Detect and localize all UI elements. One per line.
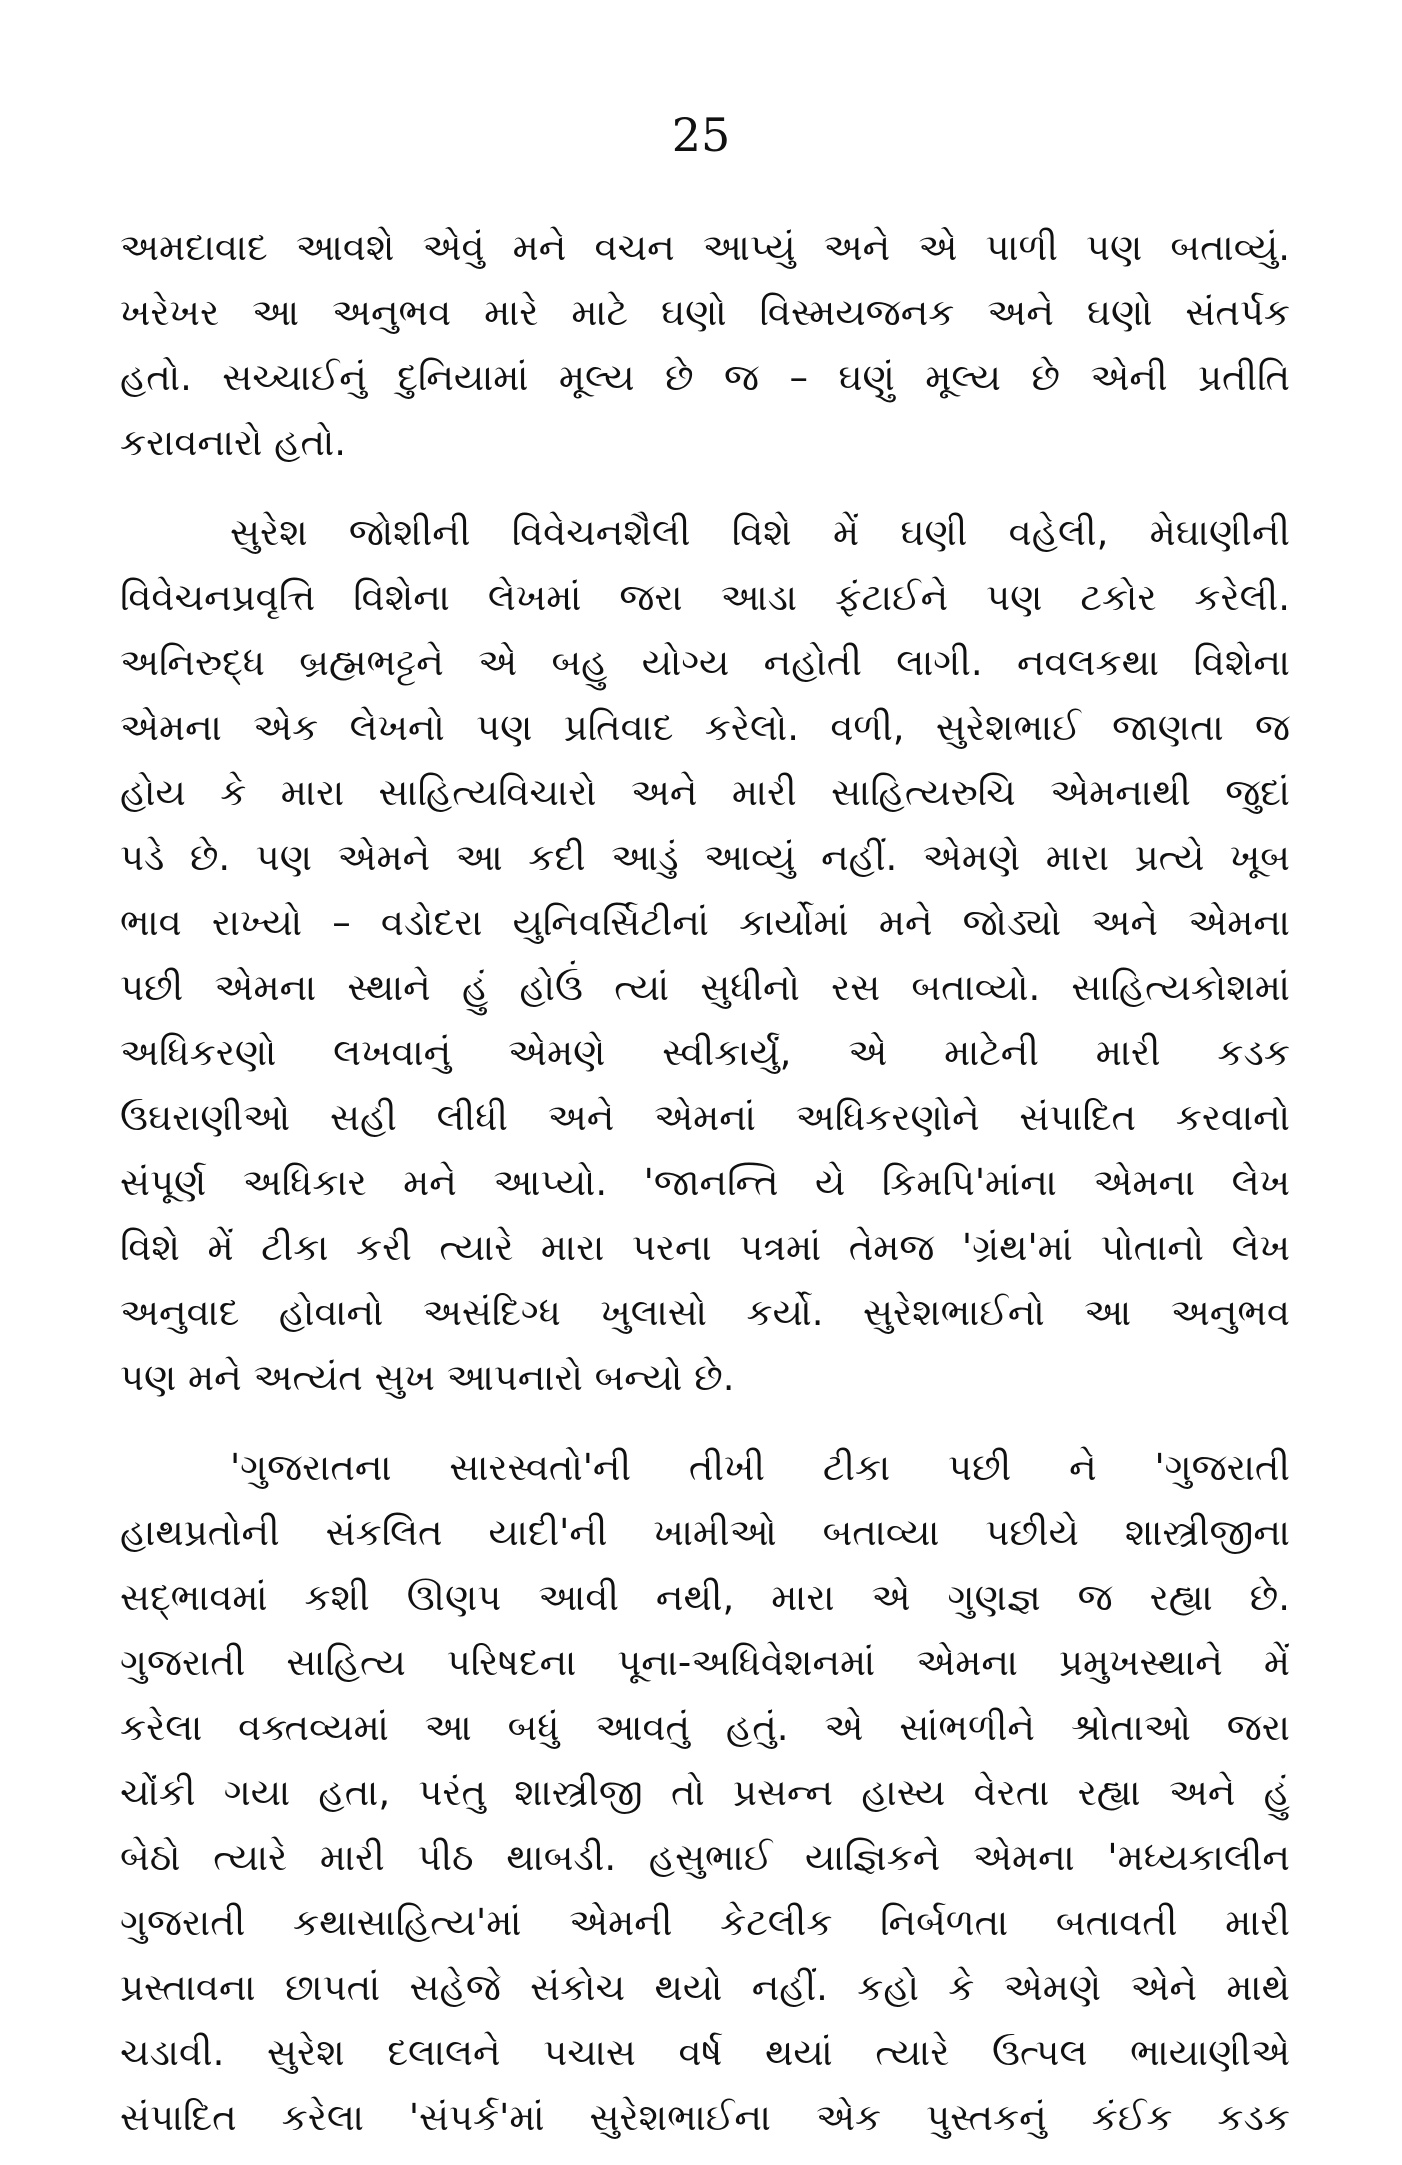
text-line: બેઠો ત્યારે મારી પીઠ થાબડી. હસુભાઈ યાજ્ઞિકને એમના 'મધ્યકાલીન <box>120 1836 1290 1879</box>
text-line: પડે છે. પણ એમને આ કદી આડું આવ્યું નહીં. એમણે મારા પ્રત્યે ખૂબ <box>120 836 1290 879</box>
text-line: સંપાદિત કરેલા 'સંપર્ક'માં સુરેશભાઈના એક પુસ્તકનું કંઈક કડક <box>120 2096 1290 2139</box>
text-line: હતો. સચ્ચાઈનું દુનિયામાં મૂલ્ય છે જ – ઘણું મૂલ્ય છે એની પ્રતીતિ <box>120 356 1290 399</box>
text-line: ખરેખર આ અનુભવ મારે માટે ઘણો વિસ્મયજનક અને ઘણો સંતર્પક <box>120 291 1290 334</box>
paragraph <box>120 215 1290 475</box>
paragraph <box>120 500 1290 1410</box>
text-line: સુરેશ જોશીની વિવેચનશૈલી વિશે મેં ઘણી વહેલી, મેઘાણીની <box>230 511 1290 554</box>
text-line: ભાવ રાખ્યો – વડોદરા યુનિવર્સિટીનાં કાર્યોમાં મને જોડ્યો અને એમના <box>120 901 1290 944</box>
text-line: સંપૂર્ણ અધિકાર મને આપ્યો. 'જાનન્તિ યે કિમપિ'માંના એમના લેખ <box>120 1161 1290 1204</box>
body-text <box>120 215 1290 2150</box>
paragraph-gap <box>120 475 1290 500</box>
text-line: ચડાવી. સુરેશ દલાલને પચાસ વર્ષ થયાં ત્યારે ઉત્પલ ભાયાણીએ <box>120 2031 1290 2074</box>
text-line: અનુવાદ હોવાનો અસંદિગ્ધ ખુલાસો કર્યો. સુરેશભાઈનો આ અનુભવ <box>120 1291 1290 1334</box>
paragraph <box>120 1435 1290 2150</box>
text-line: હાથપ્રતોની સંકલિત યાદી'ની ખામીઓ બતાવ્યા પછીયે શાસ્ત્રીજીના <box>120 1511 1290 1554</box>
text-line: અધિકરણો લખવાનું એમણે સ્વીકાર્યું, એ માટેની મારી કડક <box>120 1031 1290 1074</box>
paragraph-gap <box>120 1410 1290 1435</box>
text-line: ગુજરાતી કથાસાહિત્ય'માં એમની કેટલીક નિર્બળતા બતાવતી મારી <box>120 1901 1290 1944</box>
text-line: એમના એક લેખનો પણ પ્રતિવાદ કરેલો. વળી, સુરેશભાઈ જાણતા જ <box>120 706 1290 749</box>
text-line: પ્રસ્તાવના છાપતાં સહેજે સંકોચ થયો નહીં. કહો કે એમણે એને માથે <box>120 1966 1290 2009</box>
text-line: ગુજરાતી સાહિત્ય પરિષદના પૂના-અધિવેશનમાં એમના પ્રમુખસ્થાને મેં <box>120 1641 1290 1684</box>
text-line: ચોંકી ગયા હતા, પરંતુ શાસ્ત્રીજી તો પ્રસન્ન હાસ્ય વેરતા રહ્યા અને હું <box>120 1771 1290 1814</box>
text-line: 'ગુજરાતના સારસ્વતો'ની તીખી ટીકા પછી ને 'ગુજરાતી <box>230 1446 1290 1489</box>
text-line: અમદાવાદ આવશે એવું મને વચન આપ્યું અને એ પાળી પણ બતાવ્યું. <box>120 226 1290 269</box>
page-number: 25 <box>671 108 731 162</box>
text-line: પછી એમના સ્થાને હું હોઉં ત્યાં સુધીનો રસ બતાવ્યો. સાહિત્યકોશમાં <box>120 966 1290 1009</box>
text-line: કરેલા વક્તવ્યમાં આ બધું આવતું હતું. એ સાંભળીને શ્રોતાઓ જરા <box>120 1706 1290 1749</box>
text-line: પણ મને અત્યંત સુખ આપનારો બન્યો છે. <box>120 1356 735 1399</box>
text-line: સદ્ભાવમાં કશી ઊણપ આવી નથી, મારા એ ગુણજ્ઞ જ રહ્યા છે. <box>120 1576 1290 1619</box>
text-line: અનિરુદ્ધ બ્રહ્મભટ્ટને એ બહુ યોગ્ય નહોતી લાગી. નવલકથા વિશેના <box>120 641 1290 684</box>
text-line: કરાવનારો હતો. <box>120 421 346 464</box>
text-line: હોય કે મારા સાહિત્યવિચારો અને મારી સાહિત્યરુચિ એમનાથી જુદાં <box>120 771 1290 814</box>
text-line: ઉઘરાણીઓ સહી લીધી અને એમનાં અધિકરણોને સંપાદિત કરવાનો <box>120 1096 1290 1139</box>
text-line: વિશે મેં ટીકા કરી ત્યારે મારા પરના પત્રમાં તેમજ 'ગ્રંથ'માં પોતાનો લેખ <box>120 1226 1290 1269</box>
text-line: વિવેચનપ્રવૃત્તિ વિશેના લેખમાં જરા આડા ફંટાઈને પણ ટકોર કરેલી. <box>120 576 1290 619</box>
